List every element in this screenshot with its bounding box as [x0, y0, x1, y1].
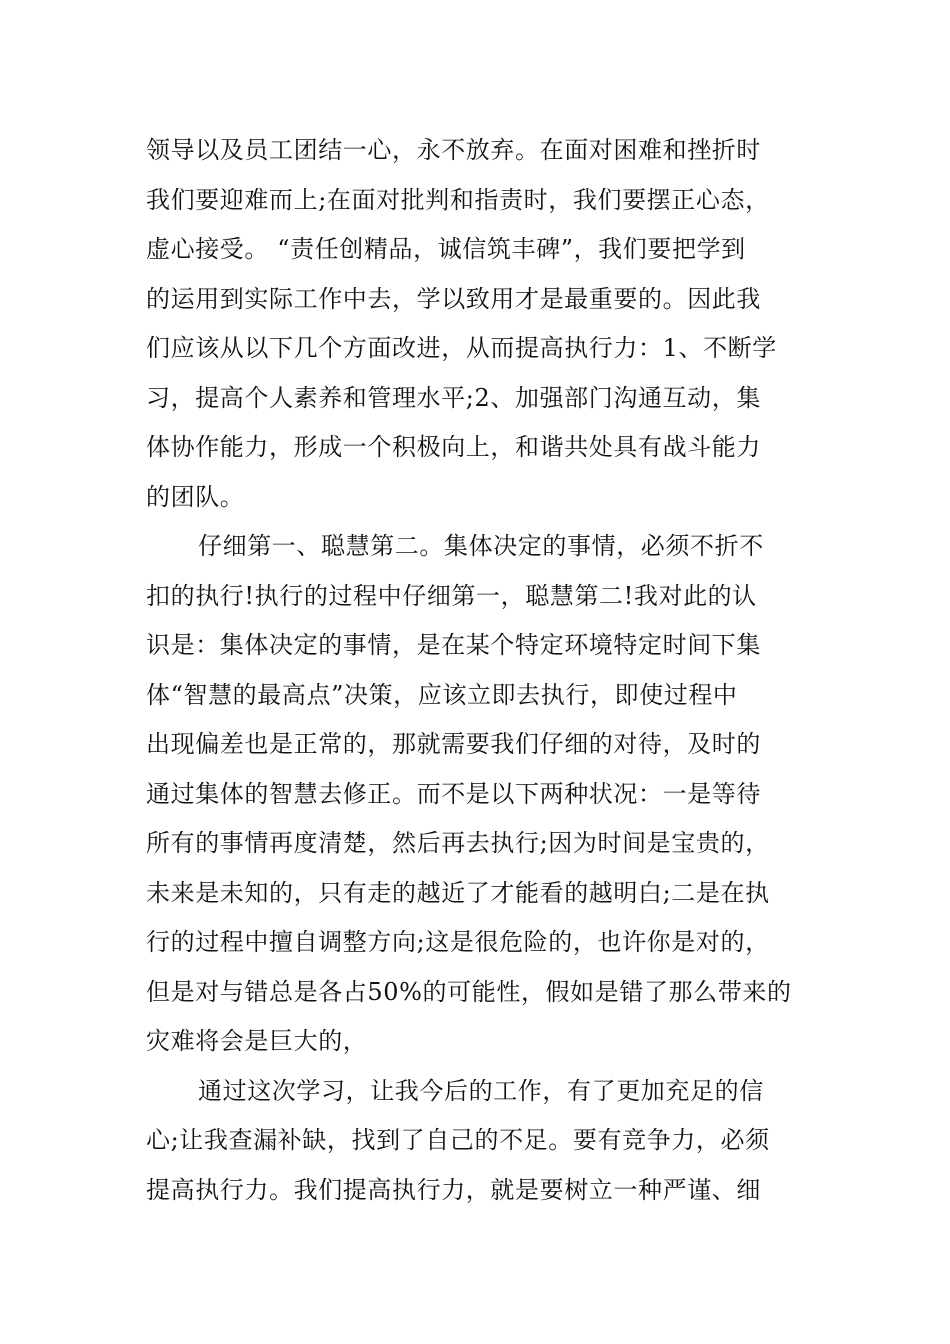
text-line: 我们要迎难而上;在面对批判和指责时，我们要摆正心态，	[146, 185, 770, 214]
document-body	[146, 126, 810, 1215]
text-line: 但是对与错总是各占50%的可能性，假如是错了那么带来的	[146, 977, 792, 1006]
text-line: 行的过程中擅自调整方向;这是很危险的，也许你是对的，	[146, 928, 770, 956]
text-line: 的运用到实际工作中去，学以致用才是最重要的。因此我	[146, 284, 761, 313]
text-line: 识是：集体决定的事情，是在某个特定环境特定时间下集	[146, 631, 761, 659]
paragraph-2	[146, 522, 810, 1067]
text-line: 灾难将会是巨大的，	[146, 1027, 368, 1055]
text-line: 仔细第一、聪慧第二。集体决定的事情，必须不折不	[198, 532, 764, 560]
text-line: 提高执行力。我们提高执行力，就是要树立一种严谨、细	[146, 1175, 761, 1204]
text-line: 的团队。	[146, 482, 245, 511]
text-line: 们应该从以下几个方面改进，从而提高执行力：1、不断学	[146, 334, 777, 362]
paragraph-1	[146, 126, 810, 522]
text-line: 体“智慧的最高点”决策，应该立即去执行，即使过程中	[146, 680, 738, 709]
text-line: 扣的执行!执行的过程中仔细第一，聪慧第二!我对此的认	[146, 581, 757, 610]
text-line: 习，提高个人素养和管理水平;2、加强部门沟通互动，集	[146, 383, 761, 412]
paragraph-3	[146, 1067, 810, 1216]
text-line: 未来是未知的，只有走的越近了才能看的越明白;二是在执	[146, 878, 770, 907]
text-line: 所有的事情再度清楚，然后再去执行;因为时间是宝贵的，	[146, 829, 770, 857]
text-line: 出现偏差也是正常的，那就需要我们仔细的对待，及时的	[146, 730, 761, 758]
text-line: 领导以及员工团结一心，永不放弃。在面对困难和挫折时	[146, 136, 761, 164]
text-line: 心;让我查漏补缺，找到了自己的不足。要有竞争力，必须	[146, 1126, 770, 1154]
text-line: 通过这次学习，让我今后的工作，有了更加充足的信	[198, 1076, 764, 1105]
text-line: 通过集体的智慧去修正。而不是以下两种状况：一是等待	[146, 779, 761, 808]
text-line: 体协作能力，形成一个积极向上，和谐共处具有战斗能力	[146, 433, 761, 461]
text-line: 虚心接受。 “责任创精品，诚信筑丰碑”，我们要把学到	[146, 235, 746, 263]
